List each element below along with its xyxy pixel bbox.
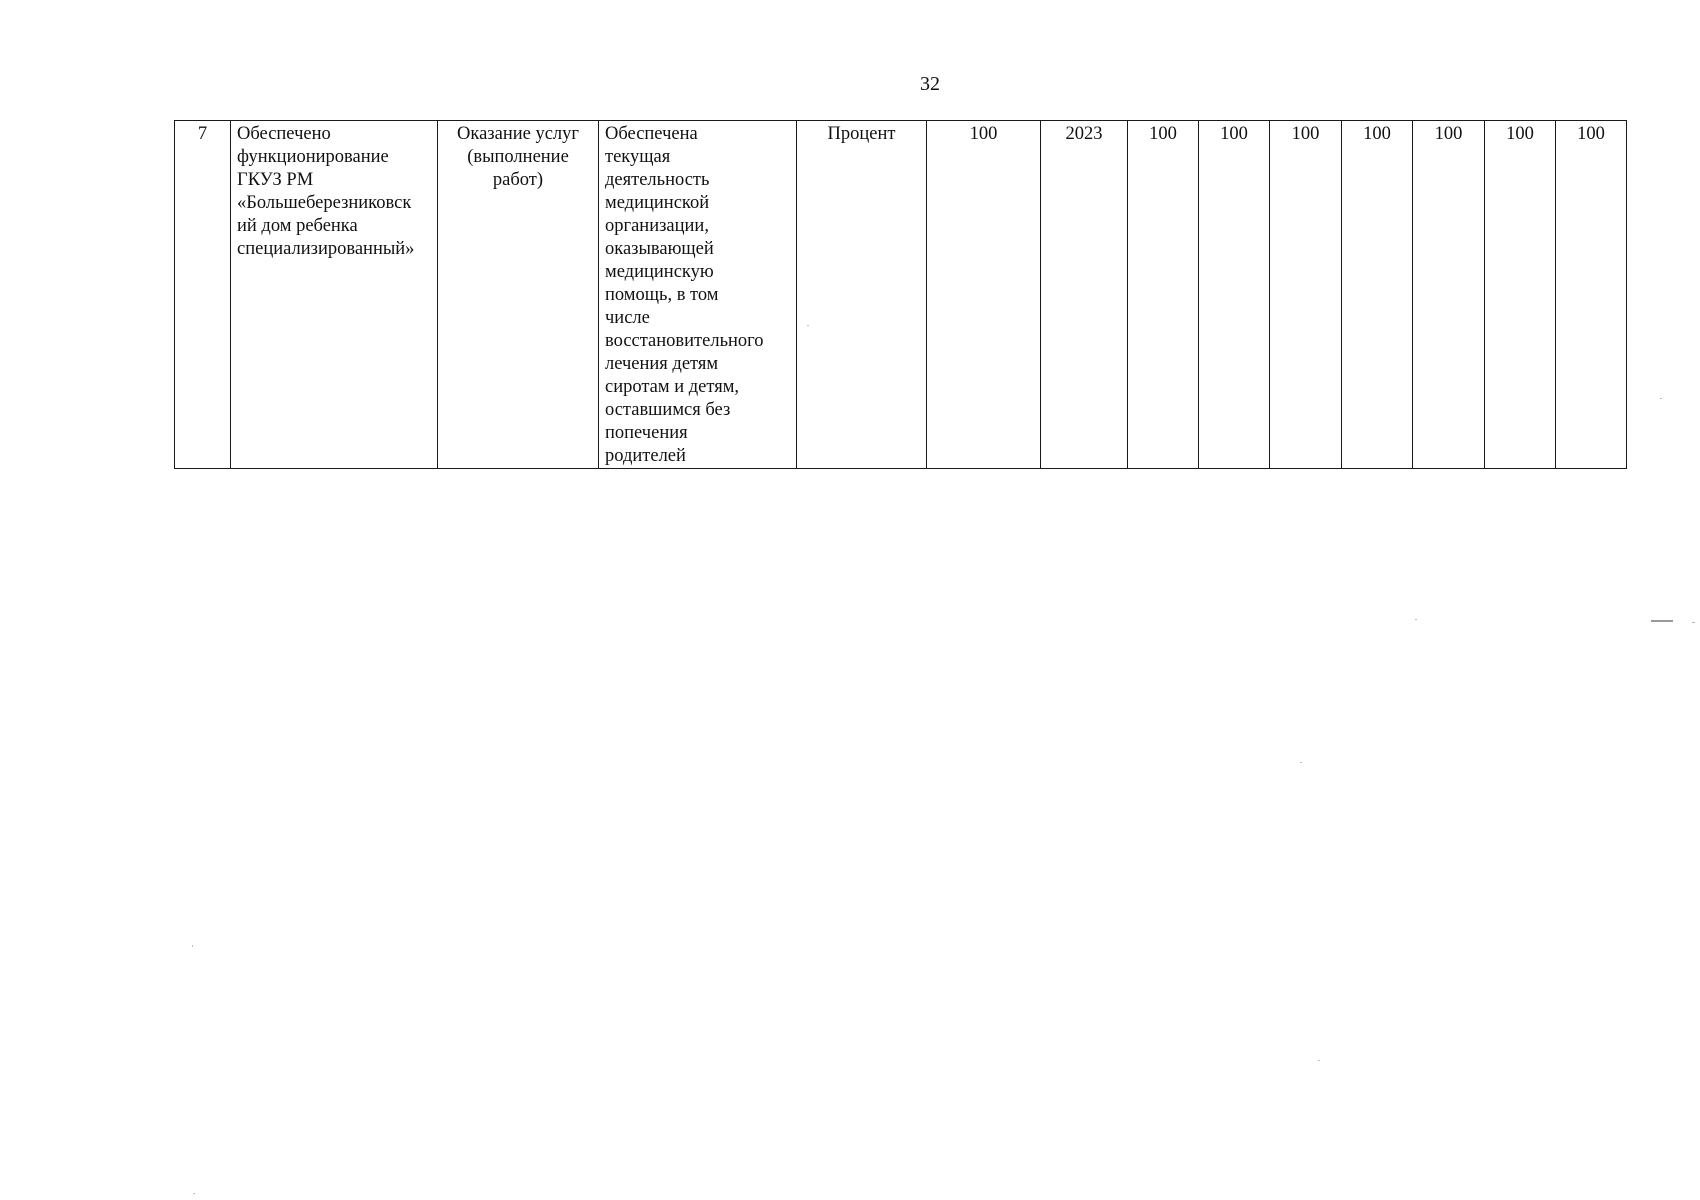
year-value: 100 bbox=[1434, 124, 1463, 144]
result-line: ГКУЗ РМ bbox=[237, 170, 314, 190]
characteristic-text bbox=[605, 121, 790, 468]
year-value-cell bbox=[1413, 121, 1485, 469]
characteristic-line: лечения детям bbox=[605, 354, 719, 374]
row-number-cell bbox=[175, 121, 231, 469]
result-line: ий дом ребенка bbox=[237, 216, 358, 236]
result-text bbox=[237, 121, 431, 261]
result-line: специализированный» bbox=[237, 239, 415, 259]
year-value: 100 bbox=[1149, 124, 1177, 144]
characteristic-line: числе bbox=[605, 308, 650, 328]
scan-artifact bbox=[192, 945, 193, 947]
result-line: Обеспечено bbox=[237, 124, 331, 144]
year-value-cell bbox=[1199, 121, 1270, 469]
year-value-cell bbox=[1485, 121, 1556, 469]
year-value: 100 bbox=[1291, 124, 1320, 144]
scan-artifact bbox=[193, 1193, 195, 1194]
scan-artifact bbox=[1660, 398, 1662, 399]
scan-artifact bbox=[807, 325, 809, 326]
characteristic-line: Обеспечена bbox=[605, 124, 698, 144]
year-value-cell bbox=[1342, 121, 1413, 469]
scan-artifact bbox=[1318, 1060, 1320, 1061]
result-cell bbox=[231, 121, 438, 469]
characteristic-line: организации, bbox=[605, 216, 709, 236]
scan-artifact bbox=[1651, 620, 1673, 622]
row-number: 7 bbox=[197, 124, 208, 144]
characteristic-line: медицинскую bbox=[605, 262, 714, 282]
characteristic-line: текущая bbox=[605, 147, 671, 167]
scan-artifact bbox=[1415, 619, 1417, 620]
scan-artifact bbox=[1692, 622, 1695, 623]
year-value-cell bbox=[1128, 121, 1199, 469]
characteristic-line: восстановительного bbox=[605, 331, 764, 351]
type-line: работ) bbox=[492, 170, 544, 190]
base-value: 100 bbox=[969, 124, 998, 144]
year-value: 100 bbox=[1506, 124, 1534, 144]
unit-cell bbox=[797, 121, 927, 469]
result-line: «Большеберезниковск bbox=[237, 193, 412, 213]
type-text bbox=[444, 121, 592, 192]
type-line: Оказание услуг bbox=[457, 124, 579, 144]
unit-text: Процент bbox=[827, 124, 896, 144]
document-table bbox=[174, 120, 1627, 469]
type-cell bbox=[438, 121, 599, 469]
base-year-cell bbox=[1041, 121, 1128, 469]
result-line: функционирование bbox=[237, 147, 389, 167]
table-row bbox=[175, 121, 1627, 469]
characteristic-line: медицинской bbox=[605, 193, 710, 213]
characteristic-line: сиротам и детям, bbox=[605, 377, 740, 397]
characteristic-line: родителей bbox=[605, 446, 686, 466]
year-value-cell bbox=[1270, 121, 1342, 469]
type-line: (выполнение bbox=[467, 147, 569, 167]
base-value-cell bbox=[927, 121, 1041, 469]
year-value: 100 bbox=[1220, 124, 1248, 144]
year-value: 100 bbox=[1577, 124, 1605, 144]
characteristic-cell bbox=[599, 121, 797, 469]
characteristic-line: деятельность bbox=[605, 170, 710, 190]
characteristic-line: попечения bbox=[605, 423, 688, 443]
base-year: 2023 bbox=[1065, 124, 1103, 144]
scan-artifact bbox=[1300, 762, 1302, 763]
characteristic-line: оказывающей bbox=[605, 239, 714, 259]
characteristic-line: оставшимся без bbox=[605, 400, 731, 420]
page-number: 32 bbox=[920, 73, 940, 95]
year-value: 100 bbox=[1363, 124, 1391, 144]
characteristic-line: помощь, в том bbox=[605, 285, 719, 305]
year-value-cell bbox=[1556, 121, 1627, 469]
